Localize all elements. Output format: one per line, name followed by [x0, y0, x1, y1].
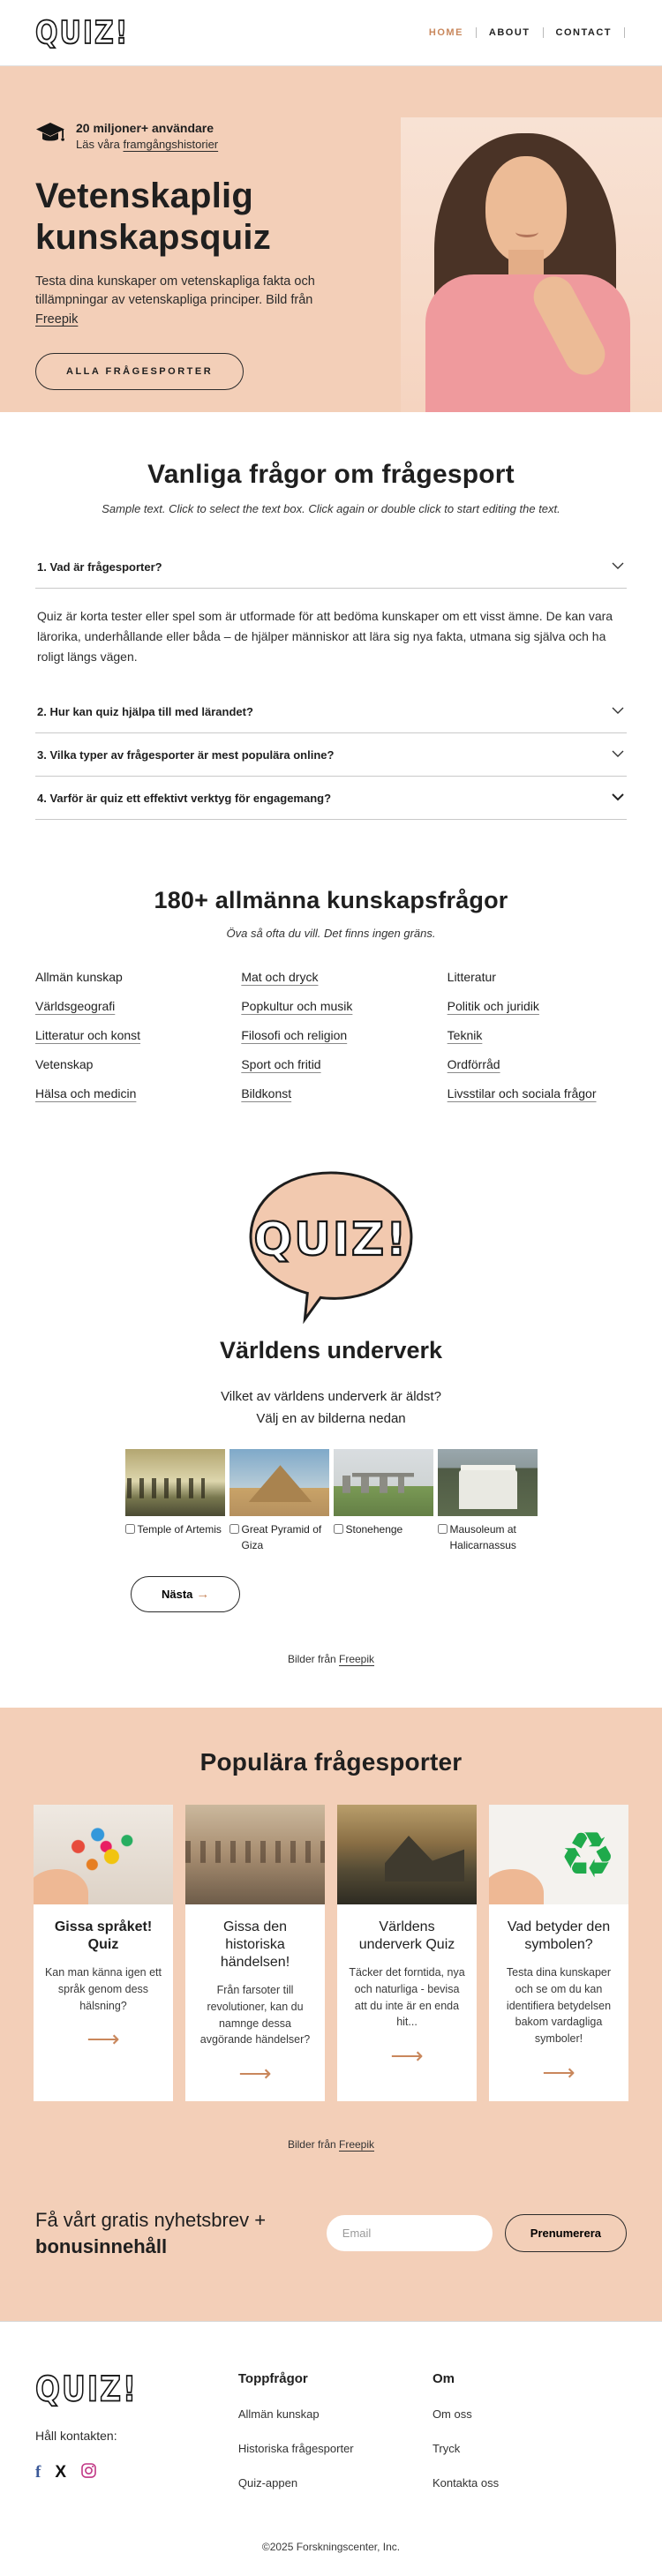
mountain-shape — [385, 1836, 464, 1881]
bubble-logo-text: QUIZ! — [253, 1213, 409, 1267]
chevron-down-icon[interactable] — [611, 747, 625, 762]
option-checkbox[interactable] — [334, 1524, 343, 1534]
next-button-label: Nästa — [162, 1588, 193, 1602]
topic-link[interactable]: Vetenskap — [35, 1057, 94, 1072]
topic-link[interactable]: Popkultur och musik — [241, 999, 353, 1014]
topic-link[interactable]: Mat och dryck — [241, 970, 319, 985]
option-text: Great Pyramid of Giza — [241, 1523, 322, 1551]
facebook-icon[interactable]: f — [35, 2463, 41, 2482]
site-logo[interactable]: QUIZ! — [35, 14, 130, 51]
option-label[interactable] — [229, 1522, 329, 1553]
newsletter-title — [35, 2207, 266, 2259]
hero-section — [0, 66, 662, 412]
wonders-title: Världens underverk — [219, 1337, 443, 1364]
topic-link[interactable]: Ordförråd — [447, 1057, 500, 1072]
topics-column-1 — [35, 970, 214, 1100]
faq-item-1[interactable] — [35, 545, 627, 588]
popular-title: Populära frågesporter — [199, 1748, 463, 1776]
success-stories-link[interactable]: framgångshistorier — [123, 138, 219, 151]
footer-heading: Toppfrågor — [237, 2371, 308, 2387]
newsletter-form — [327, 2214, 627, 2252]
card-world-wonders[interactable] — [337, 1805, 477, 2101]
temple-of-artemis-image[interactable] — [125, 1449, 225, 1516]
divider — [35, 819, 627, 820]
card-title: Vad betyder den symbolen? — [507, 1919, 611, 1953]
freepik-link[interactable]: Freepik — [339, 2138, 375, 2152]
chevron-down-icon[interactable] — [611, 703, 625, 719]
mausoleum-image[interactable] — [438, 1449, 538, 1516]
email-input[interactable] — [327, 2215, 493, 2251]
quiz-option-stonehenge — [334, 1449, 433, 1553]
footer-heading: Om — [432, 2371, 455, 2387]
card-symbol-meaning[interactable] — [489, 1805, 628, 2101]
badge-title: 20 miljoner+ användare — [76, 121, 214, 135]
nav-contact[interactable]: CONTACT — [544, 27, 625, 38]
faq-subtitle: Sample text. Click to select the text box. Click again or double click to start editing the text. — [102, 502, 560, 515]
badge-subtitle — [76, 138, 218, 151]
copyright: ©2025 Forskningscenter, Inc. — [261, 2541, 401, 2554]
option-checkbox[interactable] — [125, 1524, 135, 1534]
quiz-option-mausoleum — [438, 1449, 538, 1553]
site-header — [0, 0, 662, 66]
faq-answer-1: Quiz är korta tester eller spel som är utformade för att bedöma kunskaper om ett visst ämne. De kan vara lärorika, underhållande eller båda – de hjälper människor att lära sig nya fakta, utmana sig själva och ha roligt längs vägen. — [37, 609, 613, 665]
topic-link[interactable]: Litteratur — [447, 970, 496, 985]
topic-link[interactable]: Livsstilar och sociala frågor — [447, 1086, 597, 1101]
wonders-quiz-section — [0, 1141, 662, 1688]
image-credit — [0, 1653, 662, 1665]
newsletter-title-line2: bonusinnehåll — [35, 2234, 168, 2257]
credit-text: Bilder från — [287, 1653, 339, 1666]
topics-section — [0, 852, 662, 1141]
faq-question-3: 3. Vilka typer av frågesporter är mest populära online? — [37, 747, 335, 762]
quiz-speech-bubble-logo — [244, 1168, 418, 1325]
faq-item-3[interactable] — [35, 733, 627, 776]
stonehenge-image[interactable] — [334, 1449, 433, 1516]
footer-logo[interactable]: QUIZ! — [35, 2368, 139, 2410]
chevron-down-icon[interactable] — [611, 559, 625, 575]
topic-link[interactable]: Hälsa och medicin — [35, 1086, 137, 1101]
card-historical-event[interactable] — [185, 1805, 325, 2101]
photo-face-shape — [485, 156, 567, 264]
topics-grid — [35, 970, 627, 1100]
quiz-cards — [34, 1805, 628, 2101]
footer-brand — [35, 2368, 238, 2490]
footer-link[interactable]: Om oss — [432, 2407, 472, 2422]
freepik-link[interactable]: Freepik — [339, 1653, 375, 1666]
faq-title: Vanliga frågor om frågesport — [147, 460, 515, 489]
recycle-icon: ♻ — [559, 1817, 616, 1892]
contact-label: Håll kontakten: — [35, 2429, 117, 2444]
graduation-cap-icon — [35, 121, 65, 153]
hand-shape — [489, 1869, 544, 1904]
newsletter-title-line1: Få vårt gratis nyhetsbrev + — [35, 2209, 267, 2232]
quiz-question: Vilket av världens underverk är äldst? — [221, 1389, 441, 1405]
hero-photo — [401, 117, 662, 412]
right-arrow-icon[interactable]: ⟶ — [390, 2043, 424, 2070]
topic-link[interactable]: Filosofi och religion — [241, 1028, 348, 1043]
faq-section — [0, 412, 662, 852]
topic-link[interactable]: Sport och fritid — [241, 1057, 321, 1072]
footer-column-top-questions — [238, 2371, 433, 2490]
card-description: Testa dina kunskaper och se om du kan identifiera betydelsen bakom vardagliga symboler! — [506, 1966, 612, 2046]
newsletter-section — [34, 2151, 628, 2321]
faq-question-4: 4. Varför är quiz ett effektivt verktyg för engagemang? — [37, 791, 332, 805]
chevron-down-icon[interactable] — [611, 790, 625, 806]
site-footer — [0, 2321, 662, 2576]
card-title: Gissa språket! Quiz — [54, 1919, 153, 1953]
photo-smile-shape — [515, 227, 538, 237]
option-checkbox[interactable] — [229, 1524, 239, 1534]
footer-column-about — [433, 2371, 627, 2490]
right-arrow-icon[interactable]: ⟶ — [238, 2061, 272, 2088]
card-title: Gissa den historiska händelsen! — [220, 1919, 290, 1971]
option-text: Stonehenge — [345, 1523, 403, 1536]
footer-link[interactable]: Historiska frågesporter — [237, 2442, 354, 2456]
topics-title: 180+ allmänna kunskapsfrågor — [154, 887, 508, 914]
topic-link[interactable]: Allmän kunskap — [35, 970, 123, 985]
quiz-options — [0, 1449, 662, 1553]
footer-link[interactable]: Allmän kunskap — [237, 2407, 320, 2422]
hero-title: Vetenskaplig kunskapsquiz — [35, 176, 271, 257]
language-quiz-image — [34, 1805, 173, 1904]
instagram-icon[interactable] — [80, 2462, 97, 2482]
right-arrow-icon[interactable]: ⟶ — [87, 2026, 120, 2054]
badge-subtitle-text: Läs våra — [76, 138, 124, 151]
topic-link[interactable]: Världsgeografi — [35, 999, 116, 1014]
image-credit — [34, 2138, 628, 2151]
pyramid-shape — [249, 1465, 312, 1502]
hero-description-text: Testa dina kunskaper om vetenskapliga fakta och tillämpningar av vetenskapliga principer. Bild från — [35, 274, 315, 308]
nav-about[interactable]: ABOUT — [477, 27, 544, 38]
topic-link[interactable]: Litteratur och konst — [35, 1028, 141, 1043]
card-description: Täcker det forntida, nya och naturliga - bevisa att du inte är en enda hit... — [349, 1966, 465, 2029]
social-links — [35, 2462, 238, 2482]
card-title: Världens underverk Quiz — [358, 1919, 455, 1953]
right-arrow-icon: → — [196, 1587, 210, 1603]
faq-item-2[interactable] — [35, 690, 627, 732]
topics-column-3 — [448, 970, 627, 1100]
wonders-quiz-image — [337, 1805, 477, 1904]
footer-link[interactable]: Kontakta oss — [432, 2476, 500, 2490]
right-arrow-icon[interactable]: ⟶ — [542, 2059, 575, 2086]
card-description: Från farsoter till revolutioner, kan du namnge dessa avgörande händelser? — [199, 1984, 311, 2047]
quiz-instruction: Välj en av bilderna nedan — [256, 1411, 406, 1427]
history-quiz-image — [185, 1805, 325, 1904]
faq-question-2: 2. Hur kan quiz hjälpa till med lärandet? — [37, 704, 253, 718]
users-badge — [35, 121, 371, 153]
option-label[interactable] — [334, 1522, 433, 1537]
option-label[interactable] — [125, 1522, 225, 1537]
popular-quizzes-section — [0, 1708, 662, 2321]
topics-column-2 — [241, 970, 420, 1100]
hand-shape — [34, 1869, 88, 1904]
next-button[interactable] — [131, 1576, 240, 1612]
symbol-quiz-image — [489, 1805, 628, 1904]
hero-description — [35, 273, 340, 330]
option-checkbox[interactable] — [438, 1524, 448, 1534]
credit-text: Bilder från — [287, 2138, 339, 2152]
card-description: Kan man känna igen ett språk genom dess hälsning? — [44, 1966, 162, 2012]
all-quizzes-button[interactable]: ALLA FRÅGESPORTER — [35, 353, 244, 390]
footer-link[interactable]: Tryck — [432, 2442, 461, 2456]
quiz-option-artemis — [125, 1449, 225, 1553]
quiz-option-giza — [229, 1449, 329, 1553]
topic-link[interactable]: Bildkonst — [241, 1086, 292, 1101]
faq-question-1: 1. Vad är frågesporter? — [37, 560, 162, 574]
faq-item-4[interactable] — [35, 777, 627, 819]
footer-link[interactable]: Quiz-appen — [237, 2476, 298, 2490]
main-nav — [417, 27, 625, 38]
topic-link[interactable]: Teknik — [447, 1028, 483, 1043]
nav-home[interactable]: HOME — [417, 27, 477, 38]
x-twitter-icon[interactable]: X — [55, 2463, 67, 2482]
faq-list — [35, 545, 627, 820]
topic-link[interactable]: Politik och juridik — [447, 999, 539, 1014]
great-pyramid-image[interactable] — [229, 1449, 329, 1516]
mausoleum-shape — [459, 1470, 517, 1509]
card-guess-language[interactable] — [34, 1805, 173, 2101]
option-text: Mausoleum at Halicarnassus — [449, 1523, 516, 1551]
freepik-link[interactable]: Freepik — [35, 312, 79, 327]
subscribe-button[interactable]: Prenumerera — [505, 2214, 627, 2252]
option-label[interactable] — [438, 1522, 538, 1553]
topics-subtitle: Öva så ofta du vill. Det finns ingen gräns. — [226, 927, 436, 941]
option-text: Temple of Artemis — [137, 1523, 222, 1536]
